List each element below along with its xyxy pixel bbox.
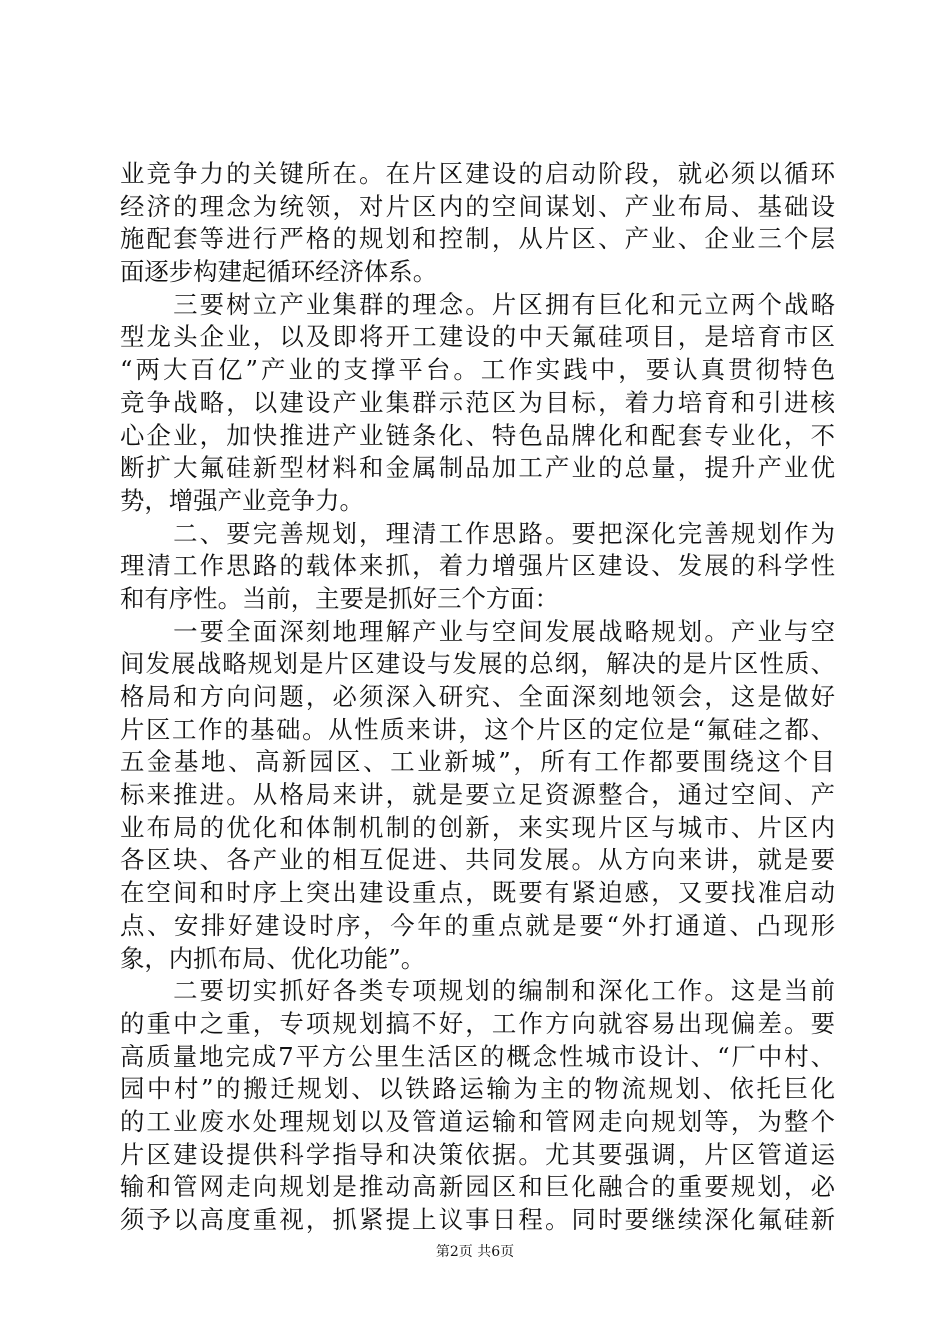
text-line: 面逐步构建起循环经济体系。 <box>120 257 438 287</box>
text-line: 间发展战略规划是片区建设与发展的总纲，解决的是片区性质、 <box>120 649 835 679</box>
text-line: “两大百亿”产业的支撑平台。工作实践中，要认真贯彻特色 <box>120 355 835 385</box>
text-line: 型龙头企业，以及即将开工建设的中天氟硅项目，是培育市区 <box>120 322 835 352</box>
text-line: 格局和方向问题，必须深入研究、全面深刻地领会，这是做好 <box>120 682 835 711</box>
text-line: 须予以高度重视，抓紧提上议事日程。同时要继续深化氟硅新 <box>120 1205 835 1234</box>
text-line: 标来推进。从格局来讲，就是要立足资源整合，通过空间、产 <box>120 780 835 810</box>
text-line: 的工业废水处理规划以及管道运输和管网走向规划等，为整个 <box>120 1106 835 1136</box>
text-line: 二要切实抓好各类专项规划的编制和深化工作。这是当前 <box>120 976 835 1006</box>
text-line: 理清工作思路的载体来抓，着力增强片区建设、发展的科学性 <box>120 551 835 581</box>
text-line: 势，增强产业竞争力。 <box>120 485 364 515</box>
text-line: 片区建设提供科学指导和决策依据。尤其要强调，片区管道运 <box>120 1139 835 1169</box>
text-line: 的重中之重，专项规划搞不好，工作方向就容易出现偏差。要 <box>120 1008 835 1038</box>
text-line: 业布局的优化和体制机制的创新，来实现片区与城市、片区内 <box>120 812 835 842</box>
text-line: 三要树立产业集群的理念。片区拥有巨化和元立两个战略 <box>120 289 835 319</box>
text-line: 点、安排好建设时序，今年的重点就是要“外打通道、凸现形 <box>120 910 835 940</box>
text-line: 高质量地完成7平方公里生活区的概念性城市设计、“厂中村、 <box>120 1041 835 1071</box>
text-line: 各区块、各产业的相互促进、共同发展。从方向来讲，就是要 <box>120 845 835 875</box>
page-footer: 第2页 共6页 <box>435 1244 515 1260</box>
text-line: 经济的理念为统领，对片区内的空间谋划、产业布局、基础设 <box>120 191 835 221</box>
text-line: 二、要完善规划，理清工作思路。要把深化完善规划作为 <box>120 518 835 548</box>
text-line: 象，内抓布局、优化功能”。 <box>120 943 426 973</box>
text-line: 业竞争力的关键所在。在片区建设的启动阶段，就必须以循环 <box>120 159 835 188</box>
text-line: 和有序性。当前，主要是抓好三个方面： <box>120 583 560 613</box>
text-line: 断扩大氟硅新型材料和金属制品加工产业的总量，提升产业优 <box>120 453 835 483</box>
text-line: 施配套等进行严格的规划和控制，从片区、产业、企业三个层 <box>120 224 835 254</box>
text-line: 一要全面深刻地理解产业与空间发展战略规划。产业与空 <box>120 616 835 646</box>
text-line: 五金基地、高新园区、工业新城”，所有工作都要围绕这个目 <box>120 747 835 777</box>
text-line: 心企业，加快推进产业链条化、特色品牌化和配套专业化，不 <box>120 420 835 450</box>
text-line: 竞争战略，以建设产业集群示范区为目标，着力培育和引进核 <box>120 387 835 417</box>
text-line: 园中村”的搬迁规划、以铁路运输为主的物流规划、依托巨化 <box>120 1074 835 1104</box>
text-line: 输和管网走向规划是推动高新园区和巨化融合的重要规划，必 <box>120 1172 835 1202</box>
text-line: 在空间和时序上突出建设重点，既要有紧迫感，又要找准启动 <box>120 878 835 908</box>
body-text <box>120 158 835 1237</box>
text-line: 片区工作的基础。从性质来讲，这个片区的定位是“氟硅之都、 <box>120 714 835 744</box>
